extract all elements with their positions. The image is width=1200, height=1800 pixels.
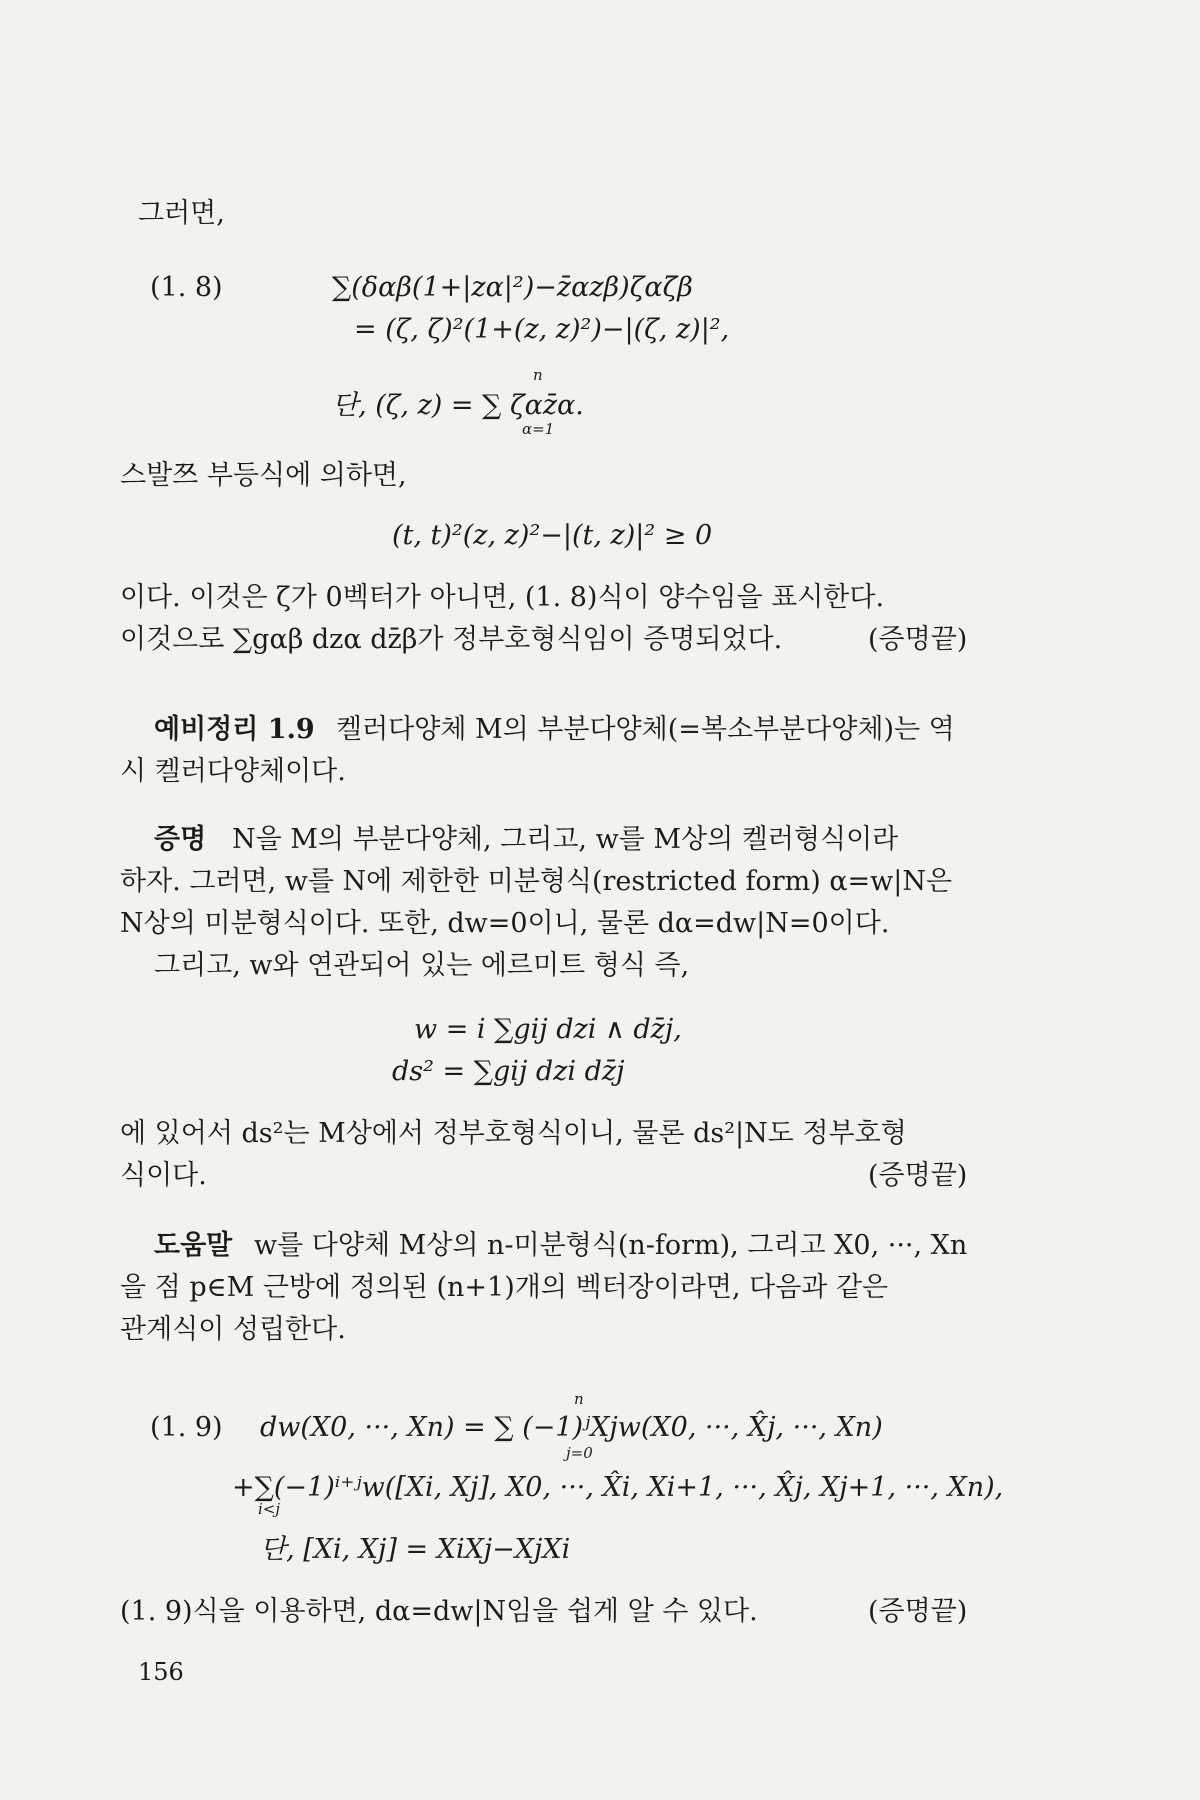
lemma-heading: 예비정리 1.9 <box>154 714 315 745</box>
text-line: 그러면, <box>138 198 225 229</box>
text-line: 식이다. <box>120 1160 207 1191</box>
text-line: (1. 9)식을 이용하면, dα=dw|N임을 쉽게 알 수 있다. <box>120 1596 758 1627</box>
text-line: 관계식이 성립한다. <box>120 1314 346 1345</box>
text-line: N을 M의 부분다양체, 그리고, w를 M상의 켈러형식이라 <box>232 824 899 855</box>
equation-line: +∑(−1)ⁱ⁺ʲw([Xi, Xj], X0, ···, X̂i, Xi+1, ···, X̂j, Xj+1, ···, Xn), <box>232 1472 1004 1503</box>
text-line: 시 켈러다양체이다. <box>120 756 346 787</box>
sum-lower-limit: α=1 <box>522 420 555 438</box>
sum-lower-limit: j=0 <box>566 1444 593 1462</box>
text-line: 그리고, w와 연관되어 있는 에르미트 형식 즉, <box>154 950 690 981</box>
equation-number: (1. 8) <box>150 272 223 303</box>
equation-line: w = i ∑gij dzi ∧ dz̄j, <box>414 1014 682 1045</box>
equation-line: 단, (ζ, z) = ∑ ζαz̄α. <box>332 390 584 421</box>
sum-upper-limit: n <box>533 366 543 384</box>
qed-marker: (증명끝) <box>868 624 968 655</box>
text-line: w를 다양체 M상의 n-미분형식(n-form), 그리고 X0, ···, Xn <box>254 1230 968 1261</box>
text-line: 하자. 그러면, w를 N에 제한한 미분형식(restricted form) α=w|N은 <box>120 866 953 897</box>
equation-line: 단, [Xi, Xj] = XiXj−XjXi <box>260 1534 571 1565</box>
equation-line: = (ζ, ζ)²(1+(z, z)²)−|(ζ, z)|², <box>354 314 730 345</box>
text-line: 켈러다양체 M의 부분다양체(=복소부분다양체)는 역 <box>336 714 955 745</box>
text-line: 이것으로 ∑gαβ dzα dz̄β가 정부호형식임이 증명되었다. <box>120 624 783 655</box>
qed-marker: (증명끝) <box>868 1160 968 1191</box>
sum-upper-limit: n <box>574 1390 584 1408</box>
text-line: 스발쯔 부등식에 의하면, <box>120 460 407 491</box>
text-line: 에 있어서 ds²는 M상에서 정부호형식이니, 물론 ds²|N도 정부호형 <box>120 1118 907 1149</box>
qed-marker: (증명끝) <box>868 1596 968 1627</box>
remark-heading: 도움말 <box>154 1230 233 1261</box>
text-line: N상의 미분형식이다. 또한, dw=0이니, 물론 dα=dw|N=0이다. <box>120 908 890 939</box>
text-line: 을 점 p∈M 근방에 정의된 (n+1)개의 벡터장이라면, 다음과 같은 <box>120 1272 889 1303</box>
sum-lower-limit: i<j <box>258 1500 281 1518</box>
equation-line: ∑(δαβ(1+|zα|²)−z̄αzβ)ζαζ̄β <box>332 272 693 303</box>
equation-number: (1. 9) <box>150 1412 223 1443</box>
page-number: 156 <box>138 1658 184 1686</box>
equation-line: dw(X0, ···, Xn) = ∑ (−1)ʲXjw(X0, ···, X̂j, ···, Xn) <box>260 1412 883 1443</box>
equation-line: ds² = ∑gij dzi dz̄j <box>392 1056 625 1087</box>
equation-line: (t, t)²(z, z)²−|(t, z)|² ≥ 0 <box>392 520 713 551</box>
text-line: 이다. 이것은 ζ가 0벡터가 아니면, (1. 8)식이 양수임을 표시한다. <box>120 582 885 613</box>
proof-heading: 증명 <box>154 824 207 855</box>
